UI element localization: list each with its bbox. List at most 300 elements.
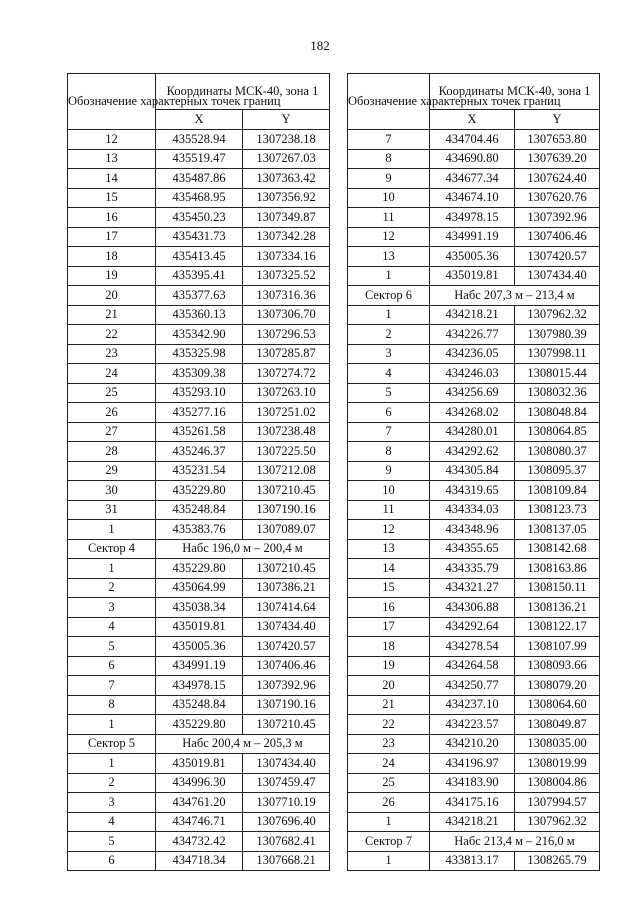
x-cell: 435019.81 [156,754,243,774]
y-cell: 1307459.47 [243,773,330,793]
point-cell: 5 [68,832,156,852]
point-cell: 9 [348,461,430,481]
x-cell: 434183.90 [430,773,515,793]
y-cell: 1307386.21 [243,578,330,598]
table-row [68,208,330,228]
table-row [348,481,600,501]
point-cell: 1 [68,520,156,540]
y-cell: 1307639.20 [515,149,600,169]
point-cell: 3 [68,793,156,813]
y-cell: 1307238.18 [243,130,330,150]
x-cell: 435377.63 [156,286,243,306]
table-row [348,188,600,208]
x-cell: 435005.36 [430,247,515,267]
y-cell: 1308265.79 [515,851,600,871]
sector-range: Набс 207,3 м – 213,4 м [430,286,600,306]
table-row [348,637,600,657]
point-cell: 15 [68,188,156,208]
y-cell: 1307210.45 [243,481,330,501]
y-cell: 1308064.85 [515,422,600,442]
table-row [348,442,600,462]
point-cell: 16 [348,598,430,618]
table-row [348,539,600,559]
x-cell: 434218.21 [430,812,515,832]
table-row [348,559,600,579]
table-row [68,793,330,813]
x-cell: 435248.84 [156,695,243,715]
point-cell: 20 [348,676,430,696]
point-cell: 21 [348,695,430,715]
y-cell: 1307696.40 [243,812,330,832]
y-cell: 1307962.32 [515,812,600,832]
table-row [68,754,330,774]
table-row [348,734,600,754]
point-cell: 6 [68,656,156,676]
point-cell: 29 [68,461,156,481]
point-cell: 3 [68,598,156,618]
x-cell: 434236.05 [430,344,515,364]
y-cell: 1308163.86 [515,559,600,579]
sector-label: Сектор 7 [348,832,430,852]
point-cell: 12 [348,520,430,540]
table-row [68,676,330,696]
point-cell: 16 [68,208,156,228]
table-row [348,149,600,169]
header-x-label: X [156,109,243,129]
point-cell: 23 [68,344,156,364]
x-cell: 434223.57 [430,715,515,735]
point-cell: 1 [348,851,430,871]
x-cell: 435064.99 [156,578,243,598]
y-cell: 1307212.08 [243,461,330,481]
point-cell: 24 [348,754,430,774]
point-cell: 3 [348,344,430,364]
table-row [348,773,600,793]
x-cell: 434704.46 [430,130,515,150]
x-cell: 434978.15 [430,208,515,228]
table-row [68,520,330,540]
x-cell: 435450.23 [156,208,243,228]
y-cell: 1307274.72 [243,364,330,384]
table-row [348,851,600,871]
table-row [348,520,600,540]
table-row [68,773,330,793]
y-cell: 1307225.50 [243,442,330,462]
table-row [68,422,330,442]
y-cell: 1307190.16 [243,500,330,520]
table-row [68,851,330,871]
y-cell: 1308095.37 [515,461,600,481]
table-row [68,578,330,598]
table-row [68,656,330,676]
y-cell: 1307316.36 [243,286,330,306]
table-row [68,500,330,520]
x-cell: 435229.80 [156,481,243,501]
x-cell: 434718.34 [156,851,243,871]
x-cell: 434306.88 [430,598,515,618]
y-cell: 1307190.16 [243,695,330,715]
x-cell: 435246.37 [156,442,243,462]
x-cell: 435231.54 [156,461,243,481]
x-cell: 435431.73 [156,227,243,247]
table-body-right [348,130,600,871]
point-cell: 6 [68,851,156,871]
point-cell: 5 [348,383,430,403]
y-cell: 1307363.42 [243,169,330,189]
y-cell: 1307434.40 [243,754,330,774]
y-cell: 1307434.40 [243,617,330,637]
page-number: 182 [310,38,330,53]
y-cell: 1308019.99 [515,754,600,774]
x-cell: 435468.95 [156,188,243,208]
x-cell: 434246.03 [430,364,515,384]
x-cell: 435528.94 [156,130,243,150]
x-cell: 435293.10 [156,383,243,403]
x-cell: 434278.54 [430,637,515,657]
point-cell: 21 [68,305,156,325]
y-cell: 1307306.70 [243,305,330,325]
point-cell: 10 [348,481,430,501]
x-cell: 435383.76 [156,520,243,540]
table-row [348,617,600,637]
y-cell: 1307285.87 [243,344,330,364]
table-row [68,637,330,657]
point-cell: 12 [348,227,430,247]
table-row [68,695,330,715]
y-cell: 1307682.41 [243,832,330,852]
y-cell: 1307263.10 [243,383,330,403]
x-cell: 434334.03 [430,500,515,520]
x-cell: 435261.58 [156,422,243,442]
y-cell: 1308079.20 [515,676,600,696]
x-cell: 434226.77 [430,325,515,345]
table-row [68,598,330,618]
point-cell: 14 [68,169,156,189]
x-cell: 434677.34 [430,169,515,189]
sector-label: Сектор 4 [68,539,156,559]
table-row [348,383,600,403]
point-cell: 1 [68,715,156,735]
table-row [348,266,600,286]
x-cell: 434732.42 [156,832,243,852]
point-cell: 20 [68,286,156,306]
y-cell: 1307325.52 [243,266,330,286]
point-cell: 24 [68,364,156,384]
table-row [348,364,600,384]
table-row [68,481,330,501]
table-row [68,325,330,345]
table-row [68,305,330,325]
table-row [348,305,600,325]
x-cell: 434690.80 [430,149,515,169]
x-cell: 434280.01 [430,422,515,442]
table-row [348,715,600,735]
x-cell: 435248.84 [156,500,243,520]
y-cell: 1307251.02 [243,403,330,423]
point-cell: 13 [348,539,430,559]
x-cell: 434355.65 [430,539,515,559]
point-cell: 1 [348,305,430,325]
point-cell: 25 [68,383,156,403]
x-cell: 434761.20 [156,793,243,813]
y-cell: 1308032.36 [515,383,600,403]
y-cell: 1307420.57 [515,247,600,267]
x-cell: 435413.45 [156,247,243,267]
y-cell: 1307710.19 [243,793,330,813]
point-cell: 19 [68,266,156,286]
sector-row [348,286,600,306]
y-cell: 1307414.64 [243,598,330,618]
table-row [68,715,330,735]
table-row [68,617,330,637]
point-cell: 8 [348,149,430,169]
y-cell: 1308004.86 [515,773,600,793]
table-row [348,578,600,598]
table-row [348,793,600,813]
table-row [68,383,330,403]
table-row [348,656,600,676]
y-cell: 1307653.80 [515,130,600,150]
x-cell: 435487.86 [156,169,243,189]
sector-row [68,734,330,754]
table-row [348,422,600,442]
header-coord-label: Координаты МСК-40, зона 1 [430,74,600,110]
point-cell: 23 [348,734,430,754]
y-cell: 1307349.87 [243,208,330,228]
x-cell: 435360.13 [156,305,243,325]
point-cell: 7 [68,676,156,696]
y-cell: 1307210.45 [243,715,330,735]
header-x-label: X [430,109,515,129]
x-cell: 435038.34 [156,598,243,618]
sector-range: Набс 196,0 м – 200,4 м [156,539,330,559]
x-cell: 434264.58 [430,656,515,676]
x-cell: 434348.96 [430,520,515,540]
y-cell: 1307434.40 [515,266,600,286]
point-cell: 9 [348,169,430,189]
y-cell: 1308015.44 [515,364,600,384]
coordinates-table-left [67,73,330,871]
point-cell: 2 [68,773,156,793]
point-cell: 13 [348,247,430,267]
x-cell: 435342.90 [156,325,243,345]
table-row [68,169,330,189]
point-cell: 10 [348,188,430,208]
table-row [68,403,330,423]
point-cell: 26 [68,403,156,423]
point-cell: 13 [68,149,156,169]
point-cell: 4 [348,364,430,384]
point-cell: 7 [348,130,430,150]
table-row [348,676,600,696]
x-cell: 433813.17 [430,851,515,871]
table-row [68,188,330,208]
y-cell: 1308123.73 [515,500,600,520]
point-cell: 25 [348,773,430,793]
x-cell: 435019.81 [156,617,243,637]
point-cell: 22 [68,325,156,345]
point-cell: 7 [348,422,430,442]
point-cell: 4 [68,617,156,637]
x-cell: 434210.20 [430,734,515,754]
point-cell: 26 [348,793,430,813]
y-cell: 1307296.53 [243,325,330,345]
point-cell: 27 [68,422,156,442]
point-cell: 4 [68,812,156,832]
point-cell: 2 [68,578,156,598]
table-row [68,442,330,462]
point-cell: 18 [68,247,156,267]
y-cell: 1307342.28 [243,227,330,247]
point-cell: 2 [348,325,430,345]
point-cell: 1 [68,754,156,774]
sector-range: Набс 200,4 м – 205,3 м [156,734,330,754]
point-cell: 1 [348,812,430,832]
table-row [68,286,330,306]
y-cell: 1307356.92 [243,188,330,208]
x-cell: 434746.71 [156,812,243,832]
x-cell: 434978.15 [156,676,243,696]
point-cell: 30 [68,481,156,501]
x-cell: 435229.80 [156,559,243,579]
header-y-label: Y [243,109,330,129]
y-cell: 1308035.00 [515,734,600,754]
y-cell: 1307980.39 [515,325,600,345]
table-row [348,500,600,520]
point-cell: 1 [348,266,430,286]
point-cell: 28 [68,442,156,462]
table-row [348,169,600,189]
header-coord-label: Координаты МСК-40, зона 1 [156,74,330,110]
y-cell: 1307620.76 [515,188,600,208]
y-cell: 1307392.96 [243,676,330,696]
sector-label: Сектор 5 [68,734,156,754]
header-y-label: Y [515,109,600,129]
x-cell: 434991.19 [156,656,243,676]
point-cell: 15 [348,578,430,598]
y-cell: 1307267.03 [243,149,330,169]
sector-label: Сектор 6 [348,286,430,306]
table-row [68,364,330,384]
table-row [348,403,600,423]
x-cell: 435005.36 [156,637,243,657]
table-row [348,247,600,267]
y-cell: 1307238.48 [243,422,330,442]
table-row [68,812,330,832]
point-cell: 1 [68,559,156,579]
y-cell: 1308142.68 [515,539,600,559]
y-cell: 1307334.16 [243,247,330,267]
y-cell: 1308048.84 [515,403,600,423]
table-row [68,130,330,150]
coordinates-table-right [347,73,600,871]
point-cell: 8 [68,695,156,715]
table-row [68,461,330,481]
x-cell: 435277.16 [156,403,243,423]
y-cell: 1307420.57 [243,637,330,657]
point-cell: 17 [348,617,430,637]
x-cell: 434175.16 [430,793,515,813]
table-row [68,344,330,364]
x-cell: 434319.65 [430,481,515,501]
x-cell: 434256.69 [430,383,515,403]
y-cell: 1307962.32 [515,305,600,325]
x-cell: 434250.77 [430,676,515,696]
table-row [68,227,330,247]
y-cell: 1308093.66 [515,656,600,676]
x-cell: 435395.41 [156,266,243,286]
y-cell: 1307624.40 [515,169,600,189]
sector-row [348,832,600,852]
y-cell: 1308080.37 [515,442,600,462]
y-cell: 1307406.46 [243,656,330,676]
table-body-left [68,130,330,871]
point-cell: 12 [68,130,156,150]
x-cell: 435309.38 [156,364,243,384]
point-cell: 14 [348,559,430,579]
y-cell: 1307210.45 [243,559,330,579]
y-cell: 1307998.11 [515,344,600,364]
y-cell: 1307406.46 [515,227,600,247]
x-cell: 434292.64 [430,617,515,637]
x-cell: 434218.21 [430,305,515,325]
table-row [348,325,600,345]
y-cell: 1307089.07 [243,520,330,540]
x-cell: 434268.02 [430,403,515,423]
point-cell: 31 [68,500,156,520]
x-cell: 434674.10 [430,188,515,208]
table-row [348,208,600,228]
point-cell: 17 [68,227,156,247]
x-cell: 434321.27 [430,578,515,598]
y-cell: 1308150.11 [515,578,600,598]
table-row [68,266,330,286]
y-cell: 1308137.05 [515,520,600,540]
x-cell: 434991.19 [430,227,515,247]
y-cell: 1308049.87 [515,715,600,735]
table-row [68,149,330,169]
x-cell: 435019.81 [430,266,515,286]
x-cell: 435519.47 [156,149,243,169]
x-cell: 434292.62 [430,442,515,462]
y-cell: 1308109.84 [515,481,600,501]
sector-row [68,539,330,559]
y-cell: 1307994.57 [515,793,600,813]
point-cell: 5 [68,637,156,657]
table-row [348,461,600,481]
y-cell: 1308064.60 [515,695,600,715]
x-cell: 434305.84 [430,461,515,481]
table-row [348,812,600,832]
x-cell: 435229.80 [156,715,243,735]
point-cell: 11 [348,208,430,228]
table-row [348,344,600,364]
y-cell: 1307668.21 [243,851,330,871]
table-row [348,130,600,150]
x-cell: 434237.10 [430,695,515,715]
x-cell: 435325.98 [156,344,243,364]
point-cell: 22 [348,715,430,735]
header-point-label: Обозначение характерных точек границ [348,74,430,130]
point-cell: 18 [348,637,430,657]
table-row [348,598,600,618]
table-row [68,559,330,579]
sector-range: Набс 213,4 м – 216,0 м [430,832,600,852]
point-cell: 11 [348,500,430,520]
table-row [348,754,600,774]
y-cell: 1307392.96 [515,208,600,228]
header-point-label: Обозначение характерных точек границ [68,74,156,130]
